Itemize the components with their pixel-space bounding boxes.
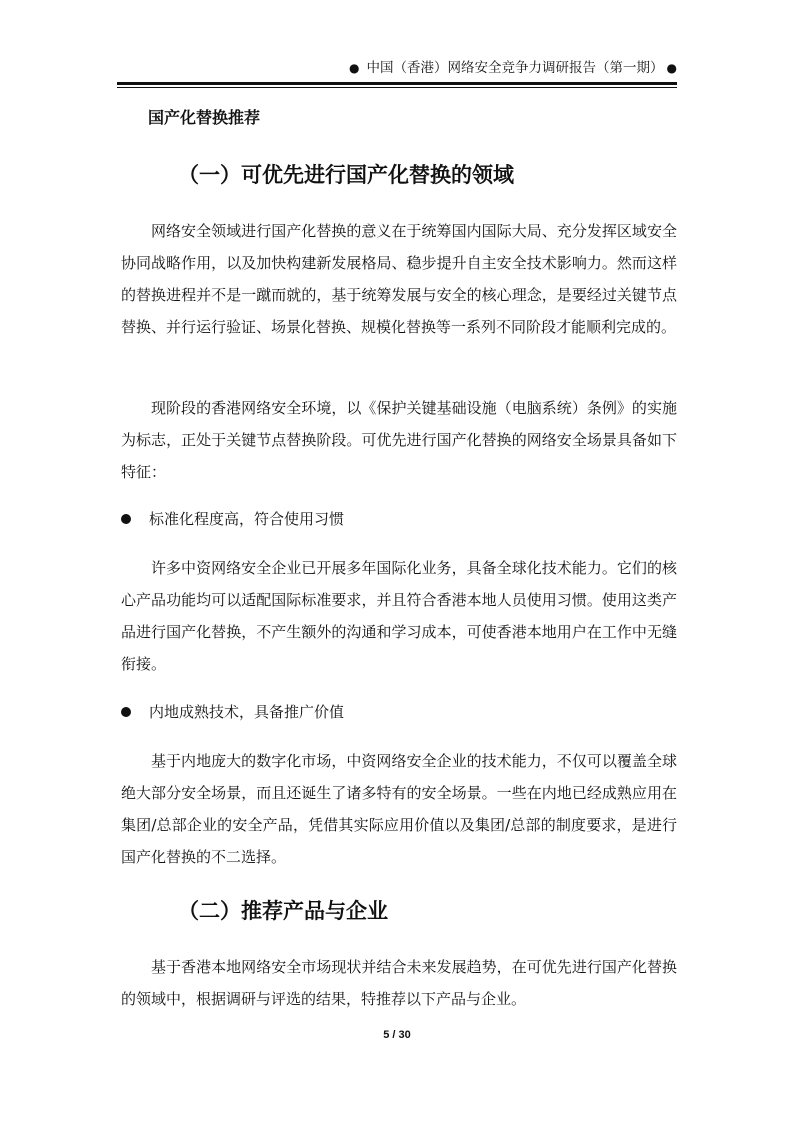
subsection-heading-1: （一）可优先进行国产化替换的领域 (178, 163, 514, 187)
section-title: 国产化替换推荐 (148, 108, 261, 127)
bullet-label: 标准化程度高，符合使用习惯 (149, 510, 345, 528)
header-rule-thick (117, 82, 677, 85)
bullet-icon (121, 707, 131, 717)
paragraph: 现阶段的香港网络安全环境，以《保护关键基础设施（电脑系统）条例》的实施为标志，正处于关键节点替换阶段。可优先进行国产化替换的网络安全场景具备如下特征： (121, 399, 677, 481)
bullet-item (121, 700, 344, 724)
running-header (332, 58, 677, 78)
bullet-icon (121, 514, 131, 524)
page-number: 5 / 30 (383, 1029, 411, 1041)
paragraph: 许多中资网络安全企业已开展多年国际化业务，具备全球化技术能力。它们的核心产品功能均可以适配国际标准要求，并且符合香港本地人员使用习惯。使用这类产品进行国产化替换，不产生额外的沟通和学习成本，可使香港本地用户在工作中无缝衔接。 (121, 559, 677, 673)
bullet-item (121, 507, 344, 531)
report-title: 中国（香港）网络安全竞争力调研报告（第一期） (366, 60, 664, 76)
paragraph: 基于内地庞大的数字化市场，中资网络安全企业的技术能力，不仅可以覆盖全球绝大部分安全场景，而且还诞生了诸多特有的安全场景。一些在内地已经成熟应用在集团/总部企业的安全产品，凭借其实际应用价值以及集团/总部的制度要求，是进行国产化替换的不二选择。 (121, 752, 677, 866)
bullet-icon: ● (666, 61, 677, 75)
subsection-heading-2: （二）推荐产品与企业 (178, 899, 388, 923)
paragraph: 基于香港本地网络安全市场现状并结合未来发展趋势，在可优先进行国产化替换的领域中，根据调研与评选的结果，特推荐以下产品与企业。 (121, 958, 677, 1008)
paragraph: 网络安全领域进行国产化替换的意义在于统筹国内国际大局、充分发挥区域安全协同战略作用，以及加快构建新发展格局、稳步提升自主安全技术影响力。然而这样的替换进程并不是一蹴而就的，基于统筹发展与安全的核心理念，是要经过关键节点替换、并行运行验证、场景化替换、规模化替换等一系列不同阶段才能顺利完成的。 (121, 222, 677, 336)
bullet-icon: ● (349, 61, 360, 75)
bullet-label: 内地成熟技术，具备推广价值 (149, 703, 345, 721)
header-rule-thin (117, 87, 677, 88)
